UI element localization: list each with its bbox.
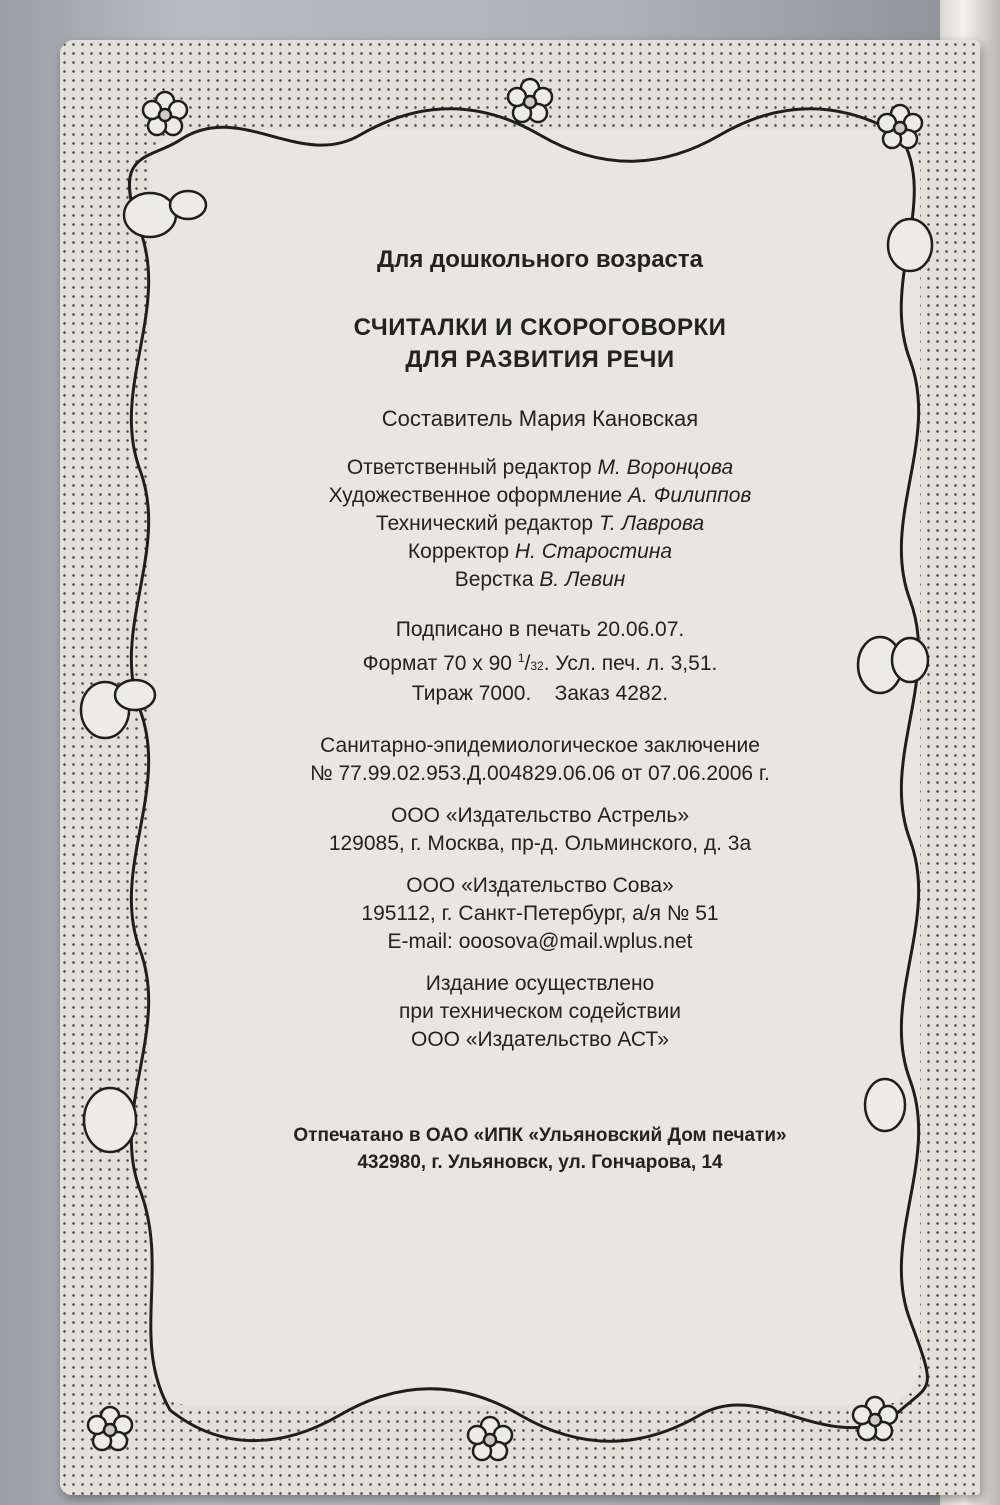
publisher-ast: Издание осуществлено при техническом содействии ООО «Издательство АСТ»	[399, 972, 681, 1051]
credits-list	[220, 454, 860, 594]
flower-icon	[143, 92, 187, 135]
signed-date: Подписано в печать 20.06.07.	[395, 618, 685, 641]
credit-line: Верстка В. Левин	[454, 568, 626, 591]
flower-icon	[88, 1407, 132, 1450]
publisher-astrel: ООО «Издательство Астрель» 129085, г. Москва, пр-д. Ольминского, д. 3а	[328, 804, 752, 855]
balloon-icon	[888, 219, 932, 271]
flower-icon	[878, 105, 922, 148]
balloon-icon	[124, 193, 176, 237]
print-run: Тираж 7000. Заказ 4282.	[411, 682, 669, 705]
flower-icon	[468, 1417, 512, 1460]
balloon-icon	[865, 1079, 905, 1131]
balloon-icon	[84, 1088, 136, 1152]
printer-info: Отпечатано в ОАО «ИПК «Ульяновский Дом печати» 432980, г. Ульяновск, ул. Гончарова, 14	[293, 1125, 787, 1173]
publication-info	[220, 616, 860, 708]
flower-icon	[853, 1397, 897, 1440]
balloon-icon	[892, 638, 928, 682]
compiler: Составитель Мария Кановская	[381, 406, 699, 431]
book-title	[220, 312, 860, 376]
credit-line: Ответственный редактор М. Воронцова	[346, 456, 734, 479]
colophon-text	[220, 200, 860, 1176]
credit-line: Художественное оформление А. Филиппов	[328, 484, 752, 507]
title-line-2: ДЛЯ РАЗВИТИЯ РЕЧИ	[405, 346, 675, 373]
credit-line: Корректор Н. Старостина	[407, 540, 673, 563]
email: E-mail: ooosova@mail.wplus.net	[387, 930, 693, 953]
balloon-icon	[115, 680, 155, 710]
book-page	[60, 40, 980, 1495]
balloon-icon	[170, 191, 206, 219]
title-line-1: СЧИТАЛКИ И СКОРОГОВОРКИ	[353, 314, 727, 341]
sanitary-info: Санитарно-эпидемиологическое заключение № 77.99.02.953.Д.004829.06.06 от 07.06.2006 г.	[310, 734, 770, 785]
publisher-sova: ООО «Издательство Сова» 195112, г. Санкт-Петербург, а/я № 51 E-mail: ooosova@mail.wplus.net	[220, 872, 860, 956]
flower-icon	[508, 79, 552, 122]
age-label: Для дошкольного возраста	[376, 246, 703, 273]
format-line: Формат 70 x 90 $^1$/32. Усл. печ. л. 3,51.	[362, 651, 718, 675]
credit-line: Технический редактор Т. Лаврова	[375, 512, 705, 535]
